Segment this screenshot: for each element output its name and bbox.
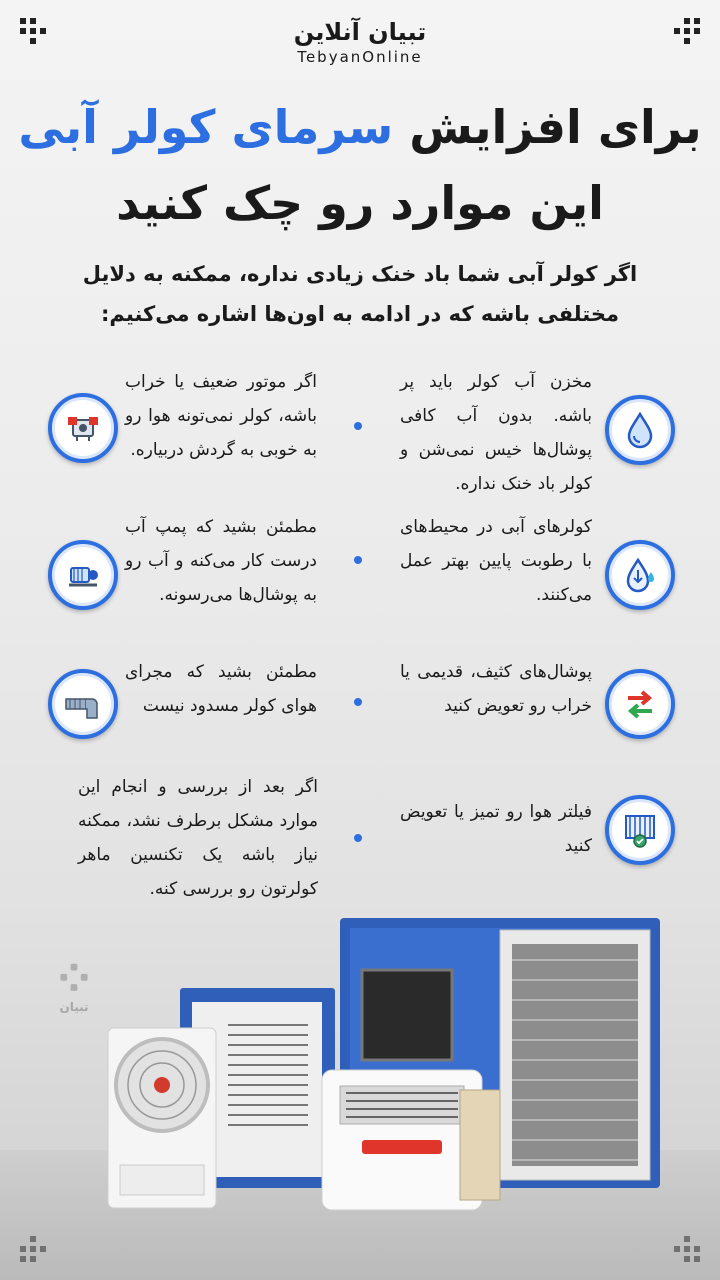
- tip-pump: [0, 510, 720, 640]
- watermark-logo-icon: [57, 962, 91, 996]
- tip-text: مطمئن بشید که مجرای هوای کولر مسدود نیست: [125, 662, 317, 716]
- tip-text: پوشال‌های کثیف، قدیمی یا خراب رو تعویض کنید: [400, 662, 592, 716]
- tebyan-watermark: تبیان: [50, 962, 98, 1014]
- air-duct-icon: [48, 669, 118, 739]
- brand-logo: [0, 18, 720, 66]
- tip-air-duct: [0, 655, 720, 785]
- brand-name-en: TebyanOnline: [297, 48, 423, 66]
- evaporative-coolers-illustration: [100, 900, 680, 1220]
- tip-text: فیلتر هوا رو تمیز یا تعویض کنید: [400, 802, 592, 856]
- brand-name-fa: تبیان آنلاین: [293, 18, 427, 46]
- tip-technician: [0, 770, 720, 900]
- headline-prefix: برای افزایش: [393, 100, 702, 154]
- motor-icon: [48, 393, 118, 463]
- tip-text: اگر بعد از بررسی و انجام این موارد مشکل برطرف نشد، ممکنه نیاز باشه یک تکنسین ماهر کولرتون رو بررسی کنه.: [78, 777, 318, 899]
- headline-accent: سرمای کولر آبی: [18, 100, 394, 154]
- pump-icon: [48, 540, 118, 610]
- tip-text: اگر موتور ضعیف یا خراب باشه، کولر نمی‌تونه هوا رو به خوبی به گردش دربیاره.: [125, 372, 317, 460]
- headline-line-2: این موارد رو چک کنید: [116, 176, 604, 230]
- tip-text: کولرهای آبی در محیط‌های با رطوبت پایین بهتر عمل می‌کنند.: [400, 517, 592, 605]
- tip-motor: [0, 365, 720, 495]
- headline-line-1: [0, 100, 720, 154]
- tip-text: مطمئن بشید که پمپ آب درست کار می‌کنه و آب رو به پوشال‌ها می‌رسونه.: [125, 517, 317, 605]
- intro-text: اگر کولر آبی شما باد خنک زیادی نداره، ممکنه به دلایل مختلفی باشه که در ادامه به اون‌ها اشاره می‌کنیم:: [82, 262, 638, 326]
- tip-text: مخزن آب کولر باید پر باشه. بدون آب کافی پوشال‌ها خیس نمی‌شن و کولر باد خنک نداره.: [400, 372, 592, 494]
